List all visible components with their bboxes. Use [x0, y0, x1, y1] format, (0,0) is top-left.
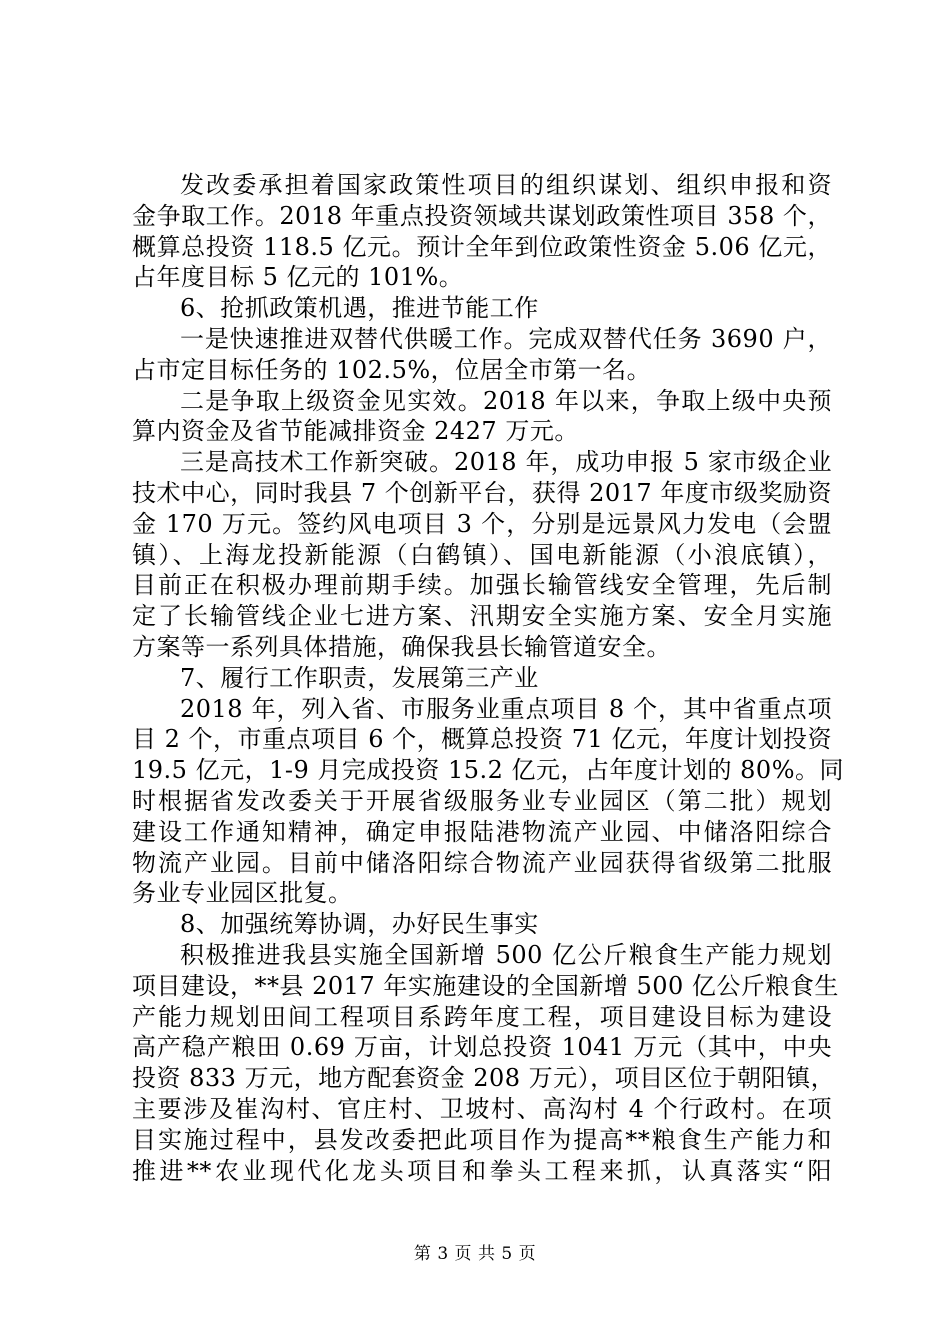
- document-body: [132, 170, 845, 1186]
- text-line: 8、加强统筹协调，办好民生事实: [180, 910, 539, 939]
- paragraph: [132, 386, 832, 448]
- text-line: 概算总投资 118.5 亿元。预计全年到位政策性资金 5.06 亿元，: [132, 232, 832, 261]
- text-line: 三是高技术工作新突破。2018 年，成功申报 5 家市级企业: [180, 448, 832, 477]
- text-line: 目实施过程中，县发改委把此项目作为提高**粮食生产能力和: [132, 1125, 832, 1154]
- paragraph: [132, 909, 832, 940]
- text-line: 时根据省发改委关于开展省级服务业专业园区（第二批）规划: [132, 786, 832, 815]
- text-line: 6、抢抓政策机遇，推进节能工作: [180, 294, 539, 323]
- text-line: 推进**农业现代化龙头项目和拳头工程来抓，认真落实“阳: [132, 1156, 832, 1185]
- paragraph: [132, 694, 845, 910]
- text-line: 项目建设，**县 2017 年实施建设的全国新增 500 亿公斤粮食生: [132, 971, 839, 1000]
- text-line: 目 2 个，市重点项目 6 个，概算总投资 71 亿元，年度计划投资: [132, 725, 832, 754]
- text-line: 物流产业园。目前中储洛阳综合物流产业园获得省级第二批服: [132, 848, 832, 877]
- paragraph: [132, 940, 839, 1186]
- paragraph: [132, 447, 832, 663]
- text-line: 建设工作通知精神，确定申报陆港物流产业园、中储洛阳综合: [132, 817, 832, 846]
- text-line: 定了长输管线企业七进方案、汛期安全实施方案、安全月实施: [132, 602, 832, 631]
- text-line: 占年度目标 5 亿元的 101%。: [132, 263, 464, 292]
- text-line: 主要涉及崔沟村、官庄村、卫坡村、高沟村 4 个行政村。在项: [132, 1094, 832, 1123]
- paragraph: [132, 663, 832, 694]
- text-line: 2018 年，列入省、市服务业重点项目 8 个，其中省重点项: [180, 694, 832, 723]
- text-line: 一是快速推进双替代供暖工作。完成双替代任务 3690 户，: [180, 324, 832, 353]
- text-line: 积极推进我县实施全国新增 500 亿公斤粮食生产能力规划: [180, 940, 832, 969]
- text-line: 镇）、上海龙投新能源（白鹤镇）、国电新能源（小浪底镇），: [132, 540, 832, 569]
- text-line: 占市定目标任务的 102.5%，位居全市第一名。: [132, 355, 652, 384]
- text-line: 金争取工作。2018 年重点投资领域共谋划政策性项目 358 个，: [132, 201, 832, 230]
- text-line: 方案等一系列具体措施，确保我县长输管道安全。: [132, 632, 671, 661]
- text-line: 投资 833 万元，地方配套资金 208 万元），项目区位于朝阳镇，: [132, 1064, 836, 1093]
- text-line: 7、履行工作职责，发展第三产业: [180, 663, 539, 692]
- paragraph: [132, 293, 832, 324]
- text-line: 产能力规划田间工程项目系跨年度工程，项目建设目标为建设: [132, 1002, 832, 1031]
- text-line: 目前正在积极办理前期手续。加强长输管线安全管理，先后制: [132, 571, 832, 600]
- text-line: 技术中心，同时我县 7 个创新平台，获得 2017 年度市级奖励资: [132, 478, 832, 507]
- text-line: 19.5 亿元，1-9 月完成投资 15.2 亿元，占年度计划的 80%。同: [132, 756, 845, 785]
- paragraph: [132, 170, 832, 293]
- text-line: 发改委承担着国家政策性项目的组织谋划、组织申报和资: [180, 171, 832, 199]
- text-line: 二是争取上级资金见实效。2018 年以来，争取上级中央预: [180, 386, 832, 415]
- text-line: 金 170 万元。签约风电项目 3 个，分别是远景风力发电（会盟: [132, 509, 832, 538]
- paragraph: [132, 324, 832, 386]
- text-line: 高产稳产粮田 0.69 万亩，计划总投资 1041 万元（其中，中央: [132, 1033, 832, 1062]
- text-line: 算内资金及省节能减排资金 2427 万元。: [132, 417, 579, 446]
- page-number-footer: 第 3 页 共 5 页: [413, 1244, 537, 1264]
- text-line: 务业专业园区批复。: [132, 879, 353, 908]
